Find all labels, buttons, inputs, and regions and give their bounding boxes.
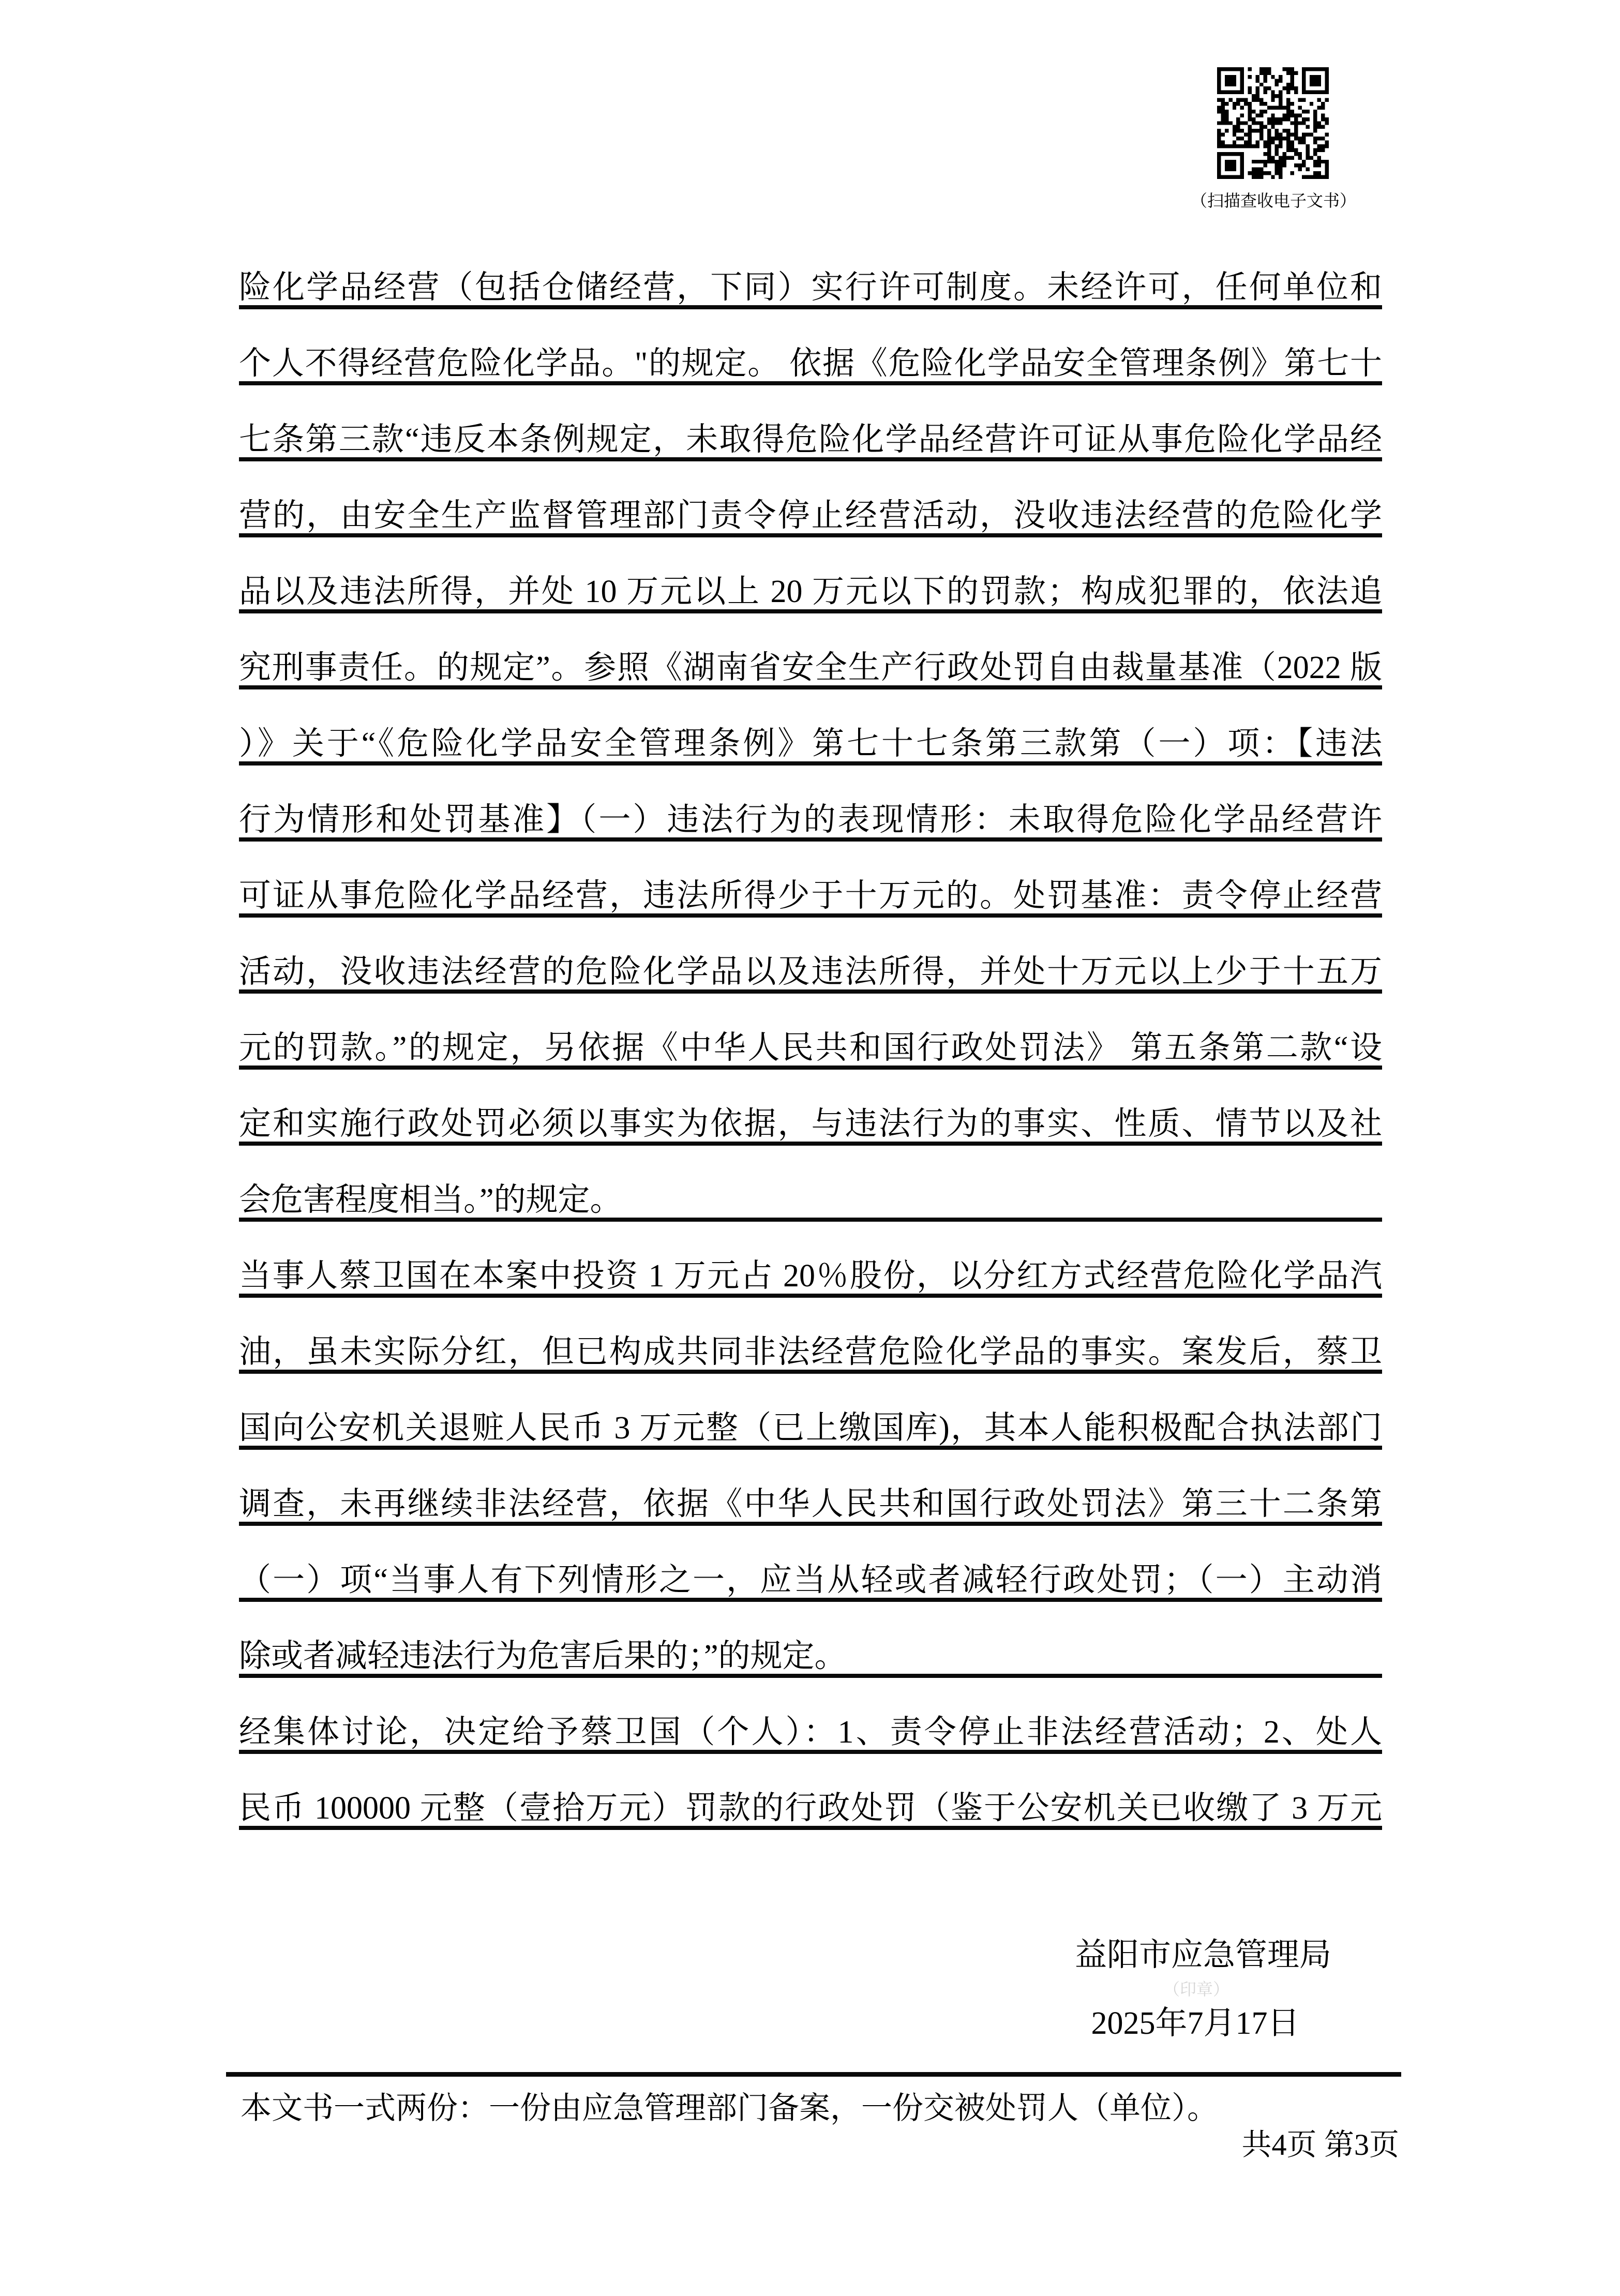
body-line: （一）项“当事人有下列情形之一，应当从轻或者减轻行政处罚；（一）主动消 [239, 1526, 1382, 1602]
body-line: 险化学品经营（包括仓储经营，下同）实行许可制度。未经许可，任何单位和 [239, 233, 1382, 309]
body-line: 民币 100000 元整（壹拾万元）罚款的行政处罚（鉴于公安机关已收缴了 3 万元 [239, 1754, 1382, 1830]
footer-note: 本文书一式两份：一份由应急管理部门备案，一份交被处罚人（单位）。 [241, 2091, 1218, 2125]
body-line: 除或者减轻违法行为危害后果的；”的规定。 [239, 1602, 1382, 1678]
body-line: 当事人蔡卫国在本案中投资 1 万元占 20％股份，以分红方式经营危险化学品汽 [239, 1222, 1382, 1298]
body-line: 行为情形和处罚基准】（一）违法行为的表现情形：未取得危险化学品经营许 [239, 766, 1382, 842]
body-line: 国向公安机关退赃人民币 3 万元整（已上缴国库)，其本人能积极配合执法部门 [239, 1374, 1382, 1450]
document-body [239, 233, 1382, 1830]
issue-date: 2025年7月17日 [1091, 2006, 1300, 2041]
body-line: ）》关于“《危险化学品安全管理条例》第七十七条第三款第（一）项：【违法 [239, 689, 1382, 766]
qr-code [1217, 67, 1329, 179]
body-line: 品以及违法所得，并处 10 万元以上 20 万元以下的罚款；构成犯罪的，依法追 [239, 537, 1382, 613]
qr-caption: （扫描查收电子文书） [1190, 191, 1356, 210]
body-line: 可证从事危险化学品经营，违法所得少于十万元的。处罚基准：责令停止经营 [239, 842, 1382, 918]
body-line: 活动，没收违法经营的危险化学品以及违法所得，并处十万元以上少于十五万 [239, 918, 1382, 994]
footer-divider [226, 2072, 1401, 2077]
body-line: 营的，由安全生产监督管理部门责令停止经营活动，没收违法经营的危险化学 [239, 461, 1382, 537]
body-line: 元的罚款。”的规定，另依据《中华人民共和国行政处罚法》 第五条第二款“设 [239, 994, 1382, 1070]
body-line: 七条第三款“违反本条例规定，未取得危险化学品经营许可证从事危险化学品经 [239, 385, 1382, 461]
seal-placeholder-text: （印章） [1163, 1980, 1229, 1999]
body-line: 调查，未再继续非法经营，依据《中华人民共和国行政处罚法》第三十二条第 [239, 1450, 1382, 1526]
issuing-agency-name: 益阳市应急管理局 [1075, 1938, 1332, 1973]
page-indicator: 共4页 第3页 [1241, 2128, 1399, 2162]
body-line: 定和实施行政处罚必须以事实为依据，与违法行为的事实、性质、情节以及社 [239, 1070, 1382, 1146]
body-line: 经集体讨论，决定给予蔡卫国（个人）：1、责令停止非法经营活动；2、处人 [239, 1678, 1382, 1754]
body-line: 会危害程度相当。”的规定。 [239, 1146, 1382, 1222]
body-line: 个人不得经营危险化学品。"的规定。 依据《危险化学品安全管理条例》第七十 [239, 309, 1382, 385]
body-line: 究刑事责任。的规定”。参照《湖南省安全生产行政处罚自由裁量基准（2022 版 [239, 613, 1382, 689]
body-line: 油，虽未实际分红，但已构成共同非法经营危险化学品的事实。案发后，蔡卫 [239, 1298, 1382, 1374]
